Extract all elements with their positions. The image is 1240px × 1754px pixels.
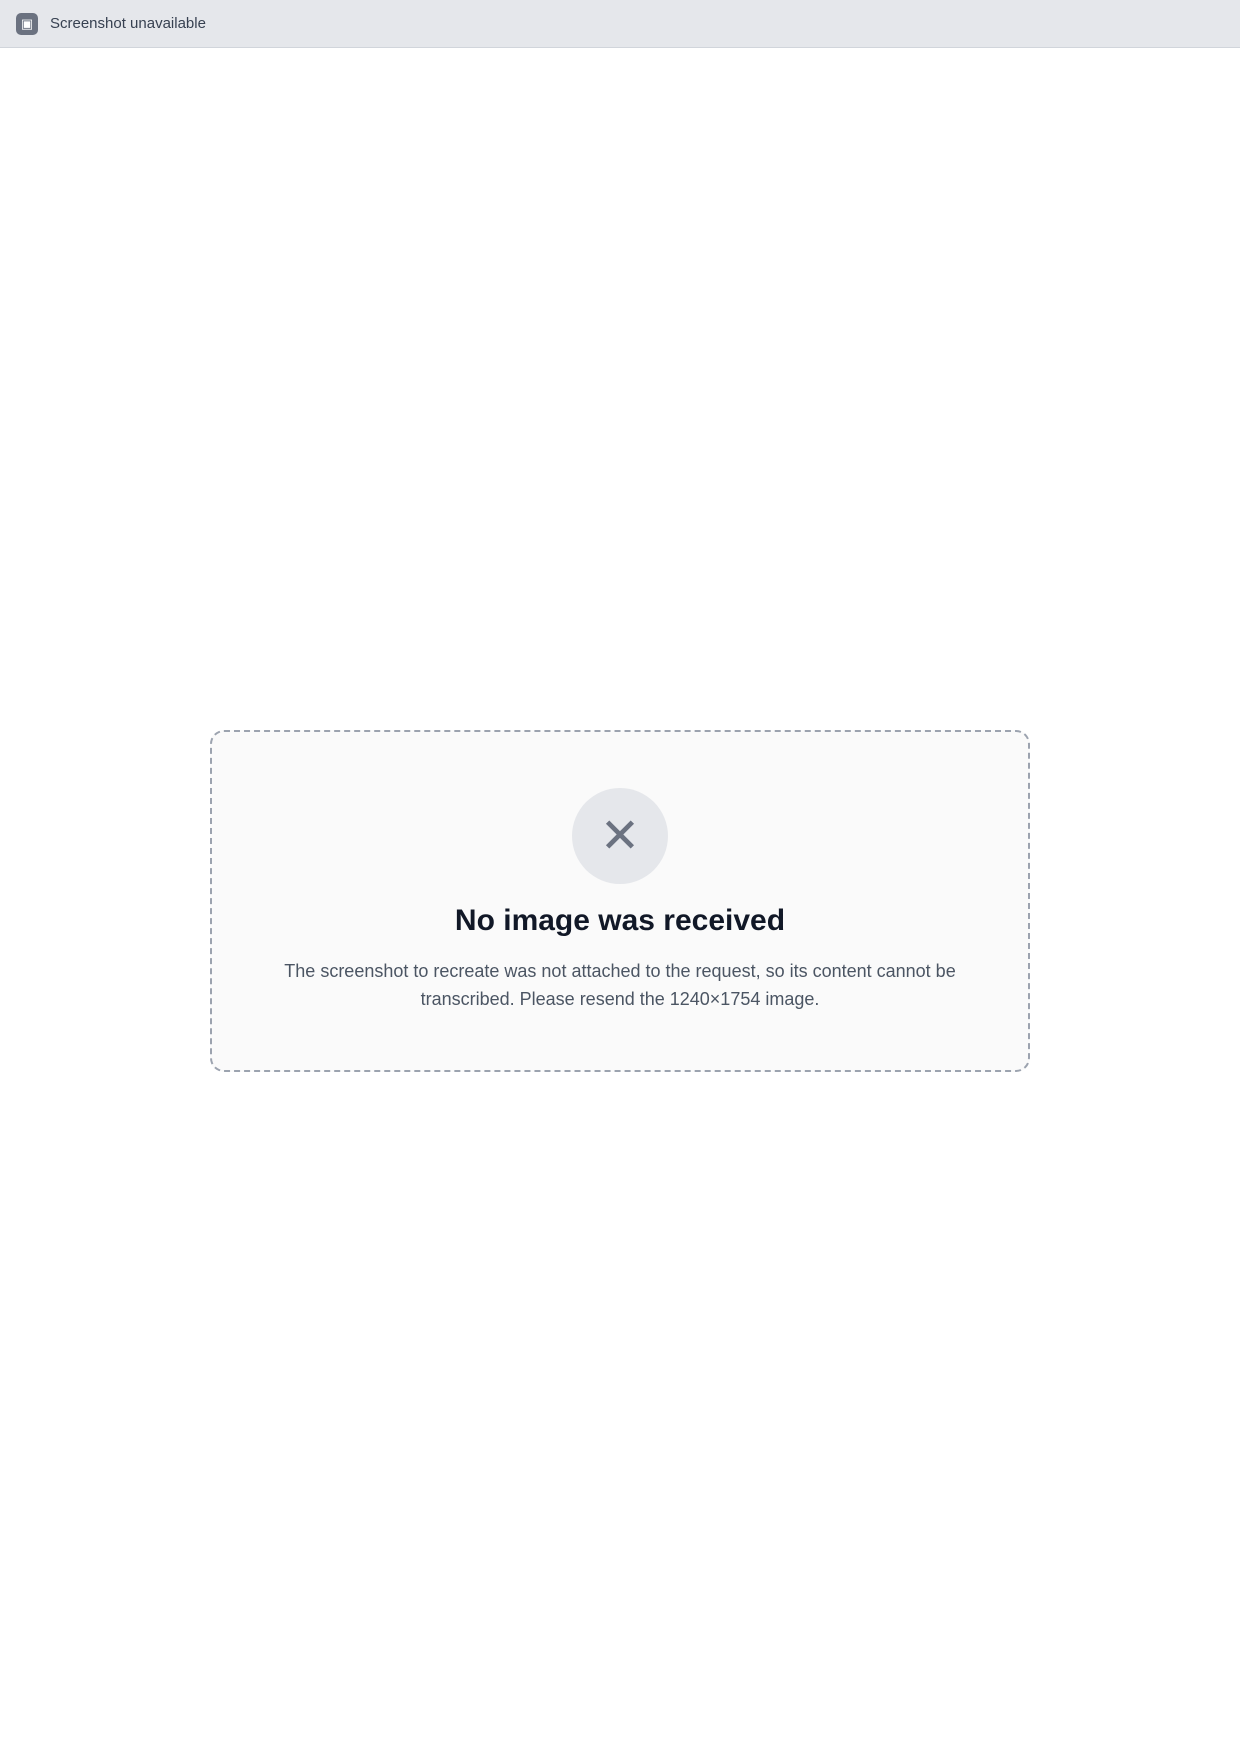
notice-heading: No image was received (454, 904, 786, 938)
missing-image-notice (210, 730, 1030, 1072)
notice-body: The screenshot to recreate was not attached to the request, so its content cannot be transcribed. Please resend the 1240×1754 image. (284, 961, 956, 1009)
title-bar (0, 0, 1240, 48)
missing-image-icon: ✕ (572, 788, 668, 884)
main-content (0, 48, 1240, 1754)
window-title: Screenshot unavailable (50, 15, 206, 32)
image-icon: ▣ (16, 13, 38, 35)
